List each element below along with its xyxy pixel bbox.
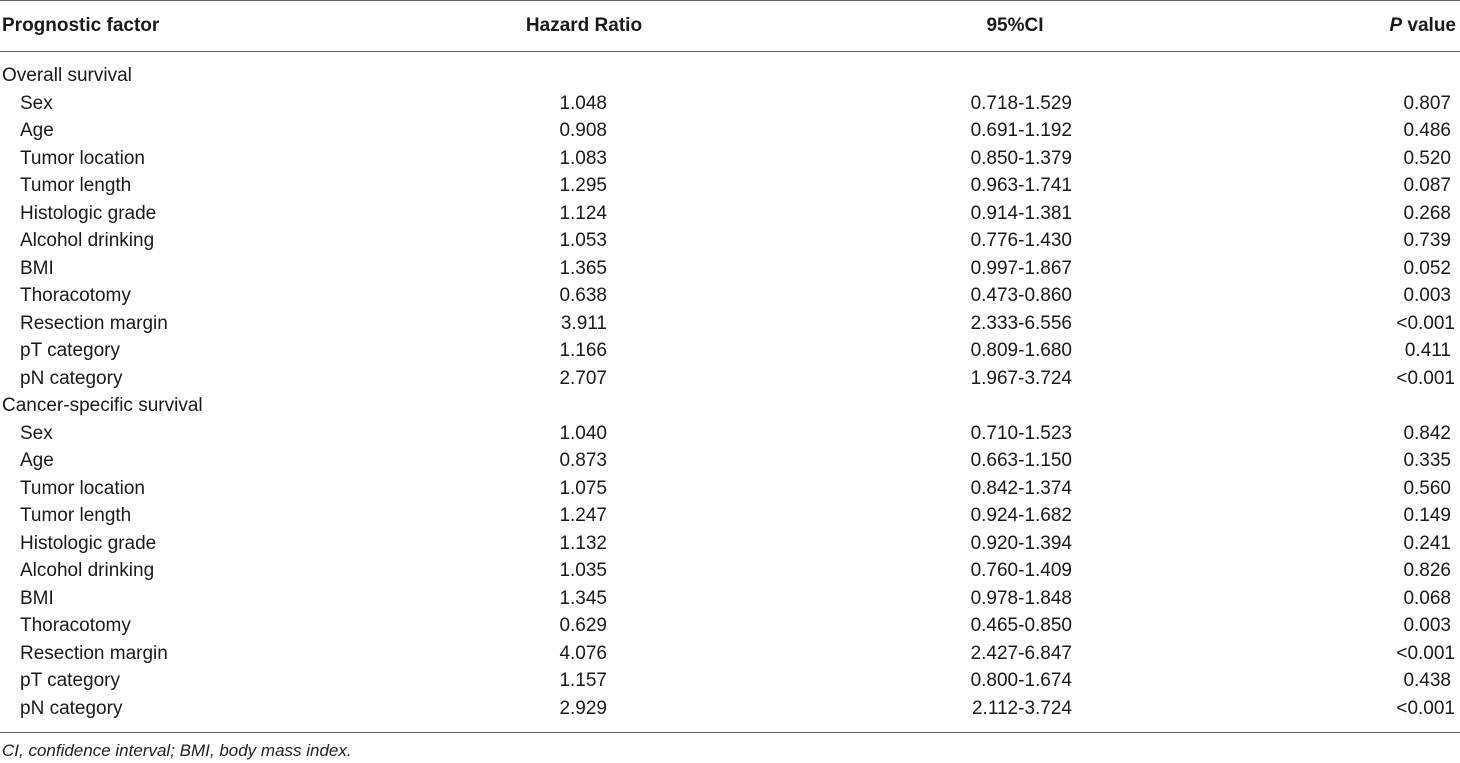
table-row	[0, 585, 1460, 613]
p-value-cell: 0.268	[1403, 202, 1451, 224]
p-value-cell: <0.001	[1396, 367, 1455, 389]
factor-cell: Sex	[20, 422, 53, 444]
factor-cell: Sex	[20, 92, 53, 114]
ci-cell: 0.718-1.529	[970, 92, 1072, 114]
table-footnote: CI, confidence interval; BMI, body mass index.	[2, 741, 352, 760]
hazard-ratio-cell: 1.157	[559, 670, 607, 691]
hazard-ratio-cell: 1.040	[559, 422, 607, 444]
p-value-cell: 0.003	[1403, 285, 1451, 306]
ci-cell: 0.663-1.150	[970, 450, 1072, 471]
factor-cell: Thoracotomy	[20, 615, 131, 636]
hazard-ratio-cell: 0.629	[559, 615, 607, 636]
ci-cell: 0.800-1.674	[970, 670, 1072, 691]
ci-cell: 0.978-1.848	[970, 587, 1072, 609]
p-value-cell: 0.335	[1403, 450, 1451, 471]
table-row	[0, 310, 1460, 338]
ci-cell: 0.920-1.394	[970, 532, 1072, 554]
hazard-ratio-cell: 0.638	[559, 285, 607, 306]
p-value-cell: 0.842	[1403, 422, 1451, 444]
table-row	[0, 612, 1460, 640]
ci-cell: 0.691-1.192	[970, 120, 1072, 141]
table-row	[0, 255, 1460, 283]
hazard-ratio-cell: 0.873	[559, 450, 607, 471]
ci-cell: 2.333-6.556	[970, 312, 1072, 334]
ci-cell: 0.850-1.379	[970, 147, 1072, 169]
factor-cell: Tumor location	[20, 477, 145, 499]
ci-cell: 0.465-0.850	[970, 615, 1072, 636]
hazard-ratio-cell: 1.075	[559, 477, 607, 499]
group-title: Overall survival	[2, 65, 132, 86]
factor-cell: pN category	[20, 697, 123, 719]
hazard-ratio-cell: 3.911	[560, 312, 607, 334]
hazard-ratio-cell: 1.247	[559, 505, 607, 526]
bottom-rule	[0, 732, 1460, 733]
factor-cell: Age	[20, 120, 54, 141]
table-row	[0, 90, 1460, 118]
header-rule	[0, 51, 1460, 52]
table-row	[0, 667, 1460, 695]
table-row	[0, 502, 1460, 530]
hazard-ratio-cell: 1.345	[559, 587, 607, 609]
p-value-cell: <0.001	[1396, 312, 1455, 334]
factor-cell: BMI	[20, 257, 54, 279]
factor-cell: Tumor length	[20, 505, 132, 526]
ci-cell: 1.967-3.724	[970, 367, 1072, 389]
p-value-cell: 0.826	[1403, 560, 1451, 581]
hazard-ratio-cell: 1.295	[559, 175, 607, 196]
ci-cell: 0.710-1.523	[970, 422, 1072, 444]
factor-cell: Tumor location	[20, 147, 145, 169]
p-value-cell: <0.001	[1396, 642, 1455, 664]
p-value-cell: 0.739	[1403, 230, 1451, 251]
ci-cell: 2.112-3.724	[971, 697, 1072, 719]
p-value-cell: 0.087	[1403, 175, 1451, 196]
table-row	[0, 337, 1460, 365]
ci-cell: 0.963-1.741	[970, 175, 1072, 196]
hazard-ratio-cell: 1.132	[559, 532, 607, 554]
ci-cell: 0.809-1.680	[970, 340, 1072, 361]
ci-cell: 0.997-1.867	[970, 257, 1072, 279]
ci-cell: 0.760-1.409	[970, 560, 1072, 581]
hazard-ratio-cell: 1.166	[559, 340, 607, 361]
table-row	[0, 530, 1460, 558]
table-row	[0, 365, 1460, 393]
hazard-ratio-cell: 4.076	[559, 642, 607, 664]
ci-cell: 0.776-1.430	[970, 230, 1072, 251]
hazard-ratio-cell: 0.908	[559, 120, 607, 141]
table-row	[0, 227, 1460, 255]
ci-cell: 2.427-6.847	[970, 642, 1072, 664]
factor-cell: Tumor length	[20, 175, 132, 196]
table-row	[0, 420, 1460, 448]
factor-cell: pT category	[20, 670, 120, 691]
header-ci: 95%CI	[986, 15, 1044, 36]
p-value-cell: <0.001	[1396, 697, 1455, 719]
group-title: Cancer-specific survival	[2, 395, 203, 416]
p-value-cell: 0.149	[1403, 505, 1451, 526]
factor-cell: Histologic grade	[20, 202, 157, 224]
table-row	[0, 475, 1460, 503]
ci-cell: 0.473-0.860	[970, 285, 1072, 306]
p-value-cell: 0.560	[1403, 477, 1451, 499]
p-value-cell: 0.807	[1403, 92, 1451, 114]
hazard-ratio-cell: 1.365	[559, 257, 607, 279]
factor-cell: Alcohol drinking	[20, 230, 155, 251]
factor-cell: Thoracotomy	[20, 285, 131, 306]
group-row	[0, 62, 1460, 90]
header-hazard-ratio: Hazard Ratio	[525, 15, 643, 36]
factor-cell: Alcohol drinking	[20, 560, 155, 581]
ci-cell: 0.924-1.682	[970, 505, 1072, 526]
table-row	[0, 200, 1460, 228]
hazard-ratio-cell: 2.929	[559, 697, 607, 719]
table-row	[0, 447, 1460, 475]
p-value-cell: 0.241	[1403, 532, 1451, 554]
header-p-value	[1389, 15, 1456, 37]
hazard-ratio-cell: 1.053	[559, 230, 607, 251]
table-row	[0, 640, 1460, 668]
p-value-cell: 0.003	[1403, 615, 1451, 636]
ci-cell: 0.842-1.374	[970, 477, 1072, 499]
factor-cell: Histologic grade	[20, 532, 157, 554]
factor-cell: Age	[20, 450, 54, 471]
header-p-italic: P	[1389, 15, 1403, 36]
header-factor: Prognostic factor	[2, 15, 160, 36]
group-row	[0, 392, 1460, 420]
table-header	[0, 0, 1460, 52]
hazard-ratio-cell: 1.035	[559, 560, 607, 581]
hazard-ratio-cell: 1.124	[559, 202, 607, 224]
table-row	[0, 117, 1460, 145]
p-value-cell: 0.438	[1403, 670, 1451, 691]
ci-cell: 0.914-1.381	[970, 202, 1072, 224]
hazard-ratio-cell: 1.048	[559, 92, 607, 114]
table-row	[0, 172, 1460, 200]
p-value-cell: 0.411	[1404, 340, 1451, 361]
factor-cell: BMI	[20, 587, 54, 609]
table-row	[0, 145, 1460, 173]
table-row	[0, 557, 1460, 585]
factor-cell: pT category	[20, 340, 120, 361]
factor-cell: pN category	[20, 367, 123, 389]
table-row	[0, 695, 1460, 723]
p-value-cell: 0.486	[1403, 120, 1451, 141]
factor-cell: Resection margin	[20, 312, 168, 334]
hazard-ratio-cell: 1.083	[559, 147, 607, 169]
p-value-cell: 0.052	[1403, 257, 1451, 279]
table-row	[0, 282, 1460, 310]
factor-cell: Resection margin	[20, 642, 168, 664]
p-value-cell: 0.520	[1403, 147, 1451, 169]
p-value-cell: 0.068	[1403, 587, 1451, 609]
header-p-rest: value	[1402, 15, 1456, 36]
hazard-ratio-cell: 2.707	[559, 367, 607, 389]
